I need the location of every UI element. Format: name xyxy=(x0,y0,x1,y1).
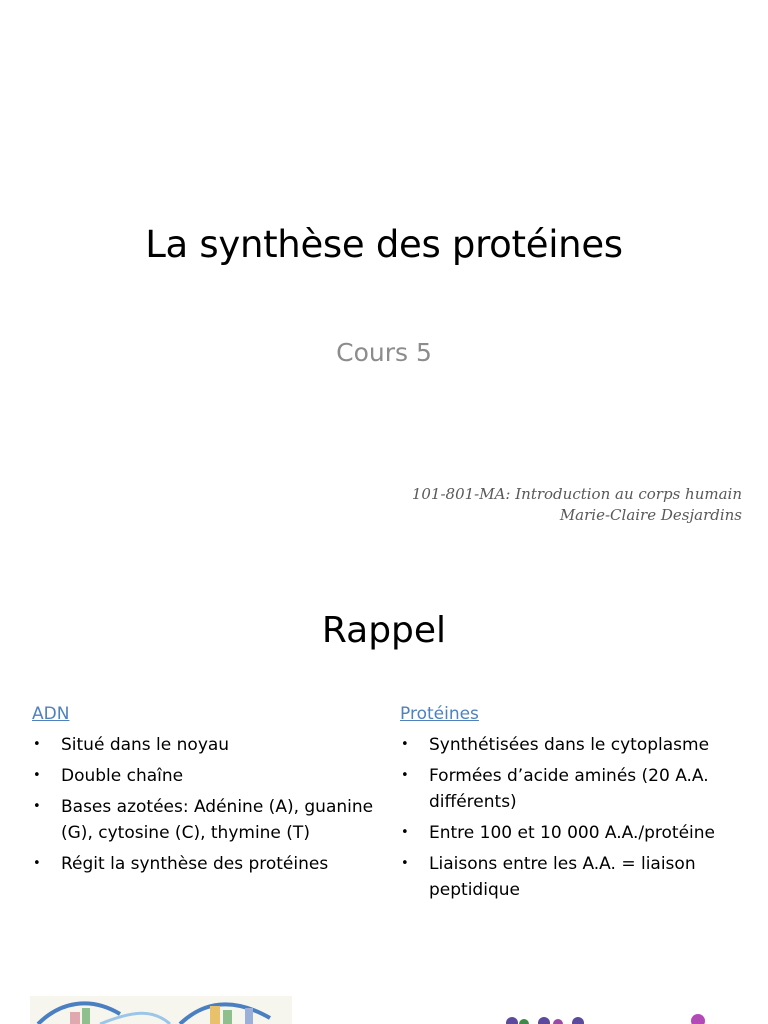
adn-column xyxy=(32,702,377,882)
proteines-column xyxy=(400,702,745,908)
course-credits xyxy=(412,484,742,526)
protein-molecule-image xyxy=(492,1010,732,1024)
author-name: Marie-Claire Desjardins xyxy=(559,506,742,524)
list-item-text: Synthétisées dans le cytoplasme xyxy=(429,735,710,755)
bullet-icon: • xyxy=(401,856,409,871)
bullet-icon: • xyxy=(401,768,409,783)
list-item-text: Situé dans le noyau xyxy=(61,735,230,755)
slide-title: La synthèse des protéines xyxy=(145,223,623,266)
list-item-text: Formées d’acide aminés (20 A.A. différents) xyxy=(429,766,709,812)
dna-helix-icon xyxy=(30,996,292,1024)
adn-heading-link[interactable]: ADN xyxy=(32,704,70,724)
list-item xyxy=(32,763,377,789)
bullet-icon: • xyxy=(401,825,409,840)
bullet-icon: • xyxy=(33,799,41,814)
list-item xyxy=(400,763,745,815)
bullet-icon: • xyxy=(401,737,409,752)
proteines-heading-link[interactable]: Protéines xyxy=(400,704,479,724)
proteines-bullet-list xyxy=(400,732,745,903)
list-item xyxy=(32,732,377,758)
bullet-icon: • xyxy=(33,768,41,783)
slide-title: Rappel xyxy=(321,610,447,651)
list-item-text: Double chaîne xyxy=(61,766,184,786)
list-item-text: Liaisons entre les A.A. = liaison peptidique xyxy=(429,854,696,900)
list-item xyxy=(32,794,377,846)
protein-molecule-icon xyxy=(492,1011,732,1024)
slide-subtitle: Cours 5 xyxy=(336,338,432,367)
bullet-icon: • xyxy=(33,856,41,871)
bullet-icon: • xyxy=(33,737,41,752)
rappel-slide xyxy=(0,576,768,1024)
list-item-text: Régit la synthèse des protéines xyxy=(61,854,329,874)
adn-bullet-list xyxy=(32,732,377,877)
list-item xyxy=(400,851,745,903)
list-item xyxy=(400,820,745,846)
list-item xyxy=(32,851,377,877)
dna-helix-image xyxy=(30,996,292,1024)
list-item xyxy=(400,732,745,758)
list-item-text: Entre 100 et 10 000 A.A./protéine xyxy=(429,823,716,843)
course-code-line: 101-801-MA: Introduction au corps humain xyxy=(411,485,742,503)
list-item-text: Bases azotées: Adénine (A), guanine (G), cytosine (C), thymine (T) xyxy=(61,797,374,843)
